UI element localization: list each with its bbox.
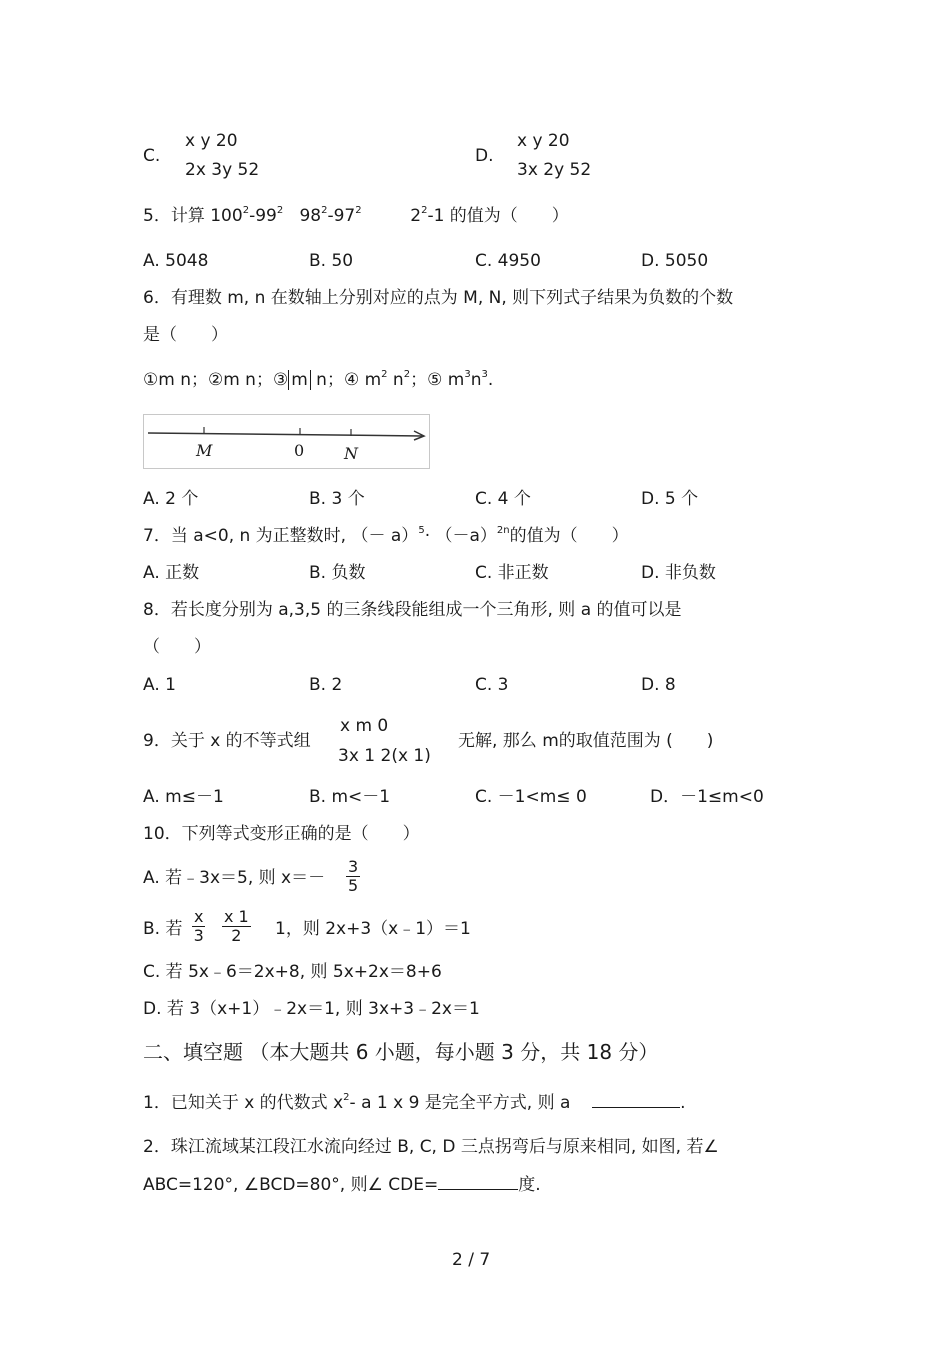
q6-stem-line2: 是（ ） bbox=[143, 325, 228, 345]
q4-option-c-line2: 2x 3y 52 bbox=[185, 160, 260, 180]
q4-option-c-label: C. bbox=[143, 146, 161, 166]
q7-option-d: D. 非负数 bbox=[641, 563, 716, 583]
page-number: 2 / 7 bbox=[452, 1250, 491, 1270]
q5-option-a: A. 5048 bbox=[143, 251, 209, 271]
q5-option-b: B. 50 bbox=[309, 251, 354, 271]
q7-stem: 7．当 a<0, n 为正整数时, （－ $a)^5\cdot (-a)^{2n}$的值为（ ） bbox=[143, 525, 629, 546]
q5-option-c: C. 4950 bbox=[475, 251, 541, 271]
q9-option-c: C. －1<m≤ 0 bbox=[475, 787, 587, 807]
q7-option-a: A. 正数 bbox=[143, 563, 200, 583]
q4-option-c-line1: x y 20 bbox=[185, 131, 238, 151]
q6-expressions: ①m n；②m n；③ m n；④ $m^2$ $n^2$；⑤ $m^3n^3$. bbox=[143, 369, 494, 390]
section-heading-fill-in: 二、填空题 （本大题共 6 小题，每小题 3 分，共 18 分） bbox=[143, 1040, 659, 1064]
q8-option-b: B. 2 bbox=[309, 675, 343, 695]
q8-stem-line2: （ ） bbox=[143, 637, 211, 657]
q10-option-b-suffix: 1，则 2x+3（x﹣1）＝1 bbox=[275, 919, 471, 939]
q4-option-d-line1: x y 20 bbox=[517, 131, 570, 151]
q4-option-d-label: D. bbox=[475, 146, 494, 166]
q8-option-c: C. 3 bbox=[475, 675, 509, 695]
q10-option-d: D. 若 3（x+1）﹣2x＝1, 则 3x+3﹣2x＝1 bbox=[143, 999, 480, 1019]
fill-1-answer-blank[interactable] bbox=[592, 1107, 680, 1108]
number-line-figure bbox=[143, 414, 430, 469]
q10-option-b-prefix: B. 若 bbox=[143, 919, 183, 939]
q8-stem-line1: 8．若长度分别为 a,3,5 的三条线段能组成一个三角形, 则 a 的值可以是 bbox=[143, 600, 682, 620]
q10-option-a-text: A. 若﹣3x＝5, 则 x＝－ bbox=[143, 868, 326, 888]
q9-prefix: 9．关于 x 的不等式组 bbox=[143, 731, 311, 751]
q6-option-b: B. 3 个 bbox=[309, 489, 365, 509]
q7-option-c: C. 非正数 bbox=[475, 563, 549, 583]
q9-option-b: B. m<－1 bbox=[309, 787, 391, 807]
q8-option-d: D. 8 bbox=[641, 675, 676, 695]
q9-system-line2: 3x 1 2(x 1) bbox=[338, 746, 431, 766]
q9-suffix: 无解, 那么 m的取值范围为 ( ) bbox=[458, 731, 714, 751]
q9-option-d: D．－1≤m<0 bbox=[650, 787, 764, 807]
q6-stem-line1: 6．有理数 m, n 在数轴上分别对应的点为 M, N, 则下列式子结果为负数的个数 bbox=[143, 288, 734, 308]
q9-option-a: A. m≤－1 bbox=[143, 787, 224, 807]
origin-label: 0 bbox=[294, 441, 305, 460]
q10-option-b-fraction1: $\frac{x}{3}$ bbox=[193, 907, 204, 945]
number-line bbox=[144, 415, 429, 468]
q10-option-c: C. 若 5x﹣6＝2x+8, 则 5x+2x＝8+6 bbox=[143, 962, 442, 982]
point-m-label: M bbox=[196, 441, 213, 460]
q10-stem: 10．下列等式变形正确的是（ ） bbox=[143, 824, 420, 844]
q6-option-a: A. 2 个 bbox=[143, 489, 199, 509]
q5-stem: 5．计算 $100^2-99^2$ $98^2-97^2$ $2^2-1$ 的值为（ ） bbox=[143, 205, 569, 226]
q5-option-d: D. 5050 bbox=[641, 251, 709, 271]
q4-option-d-line2: 3x 2y 52 bbox=[517, 160, 592, 180]
fill-question-2-line2: ABC=120°, ∠BCD=80°, 则∠ CDE= 度. bbox=[143, 1175, 541, 1195]
q6-option-c: C. 4 个 bbox=[475, 489, 531, 509]
q10-option-b-fraction2: $\frac{x 1}{2}$ bbox=[224, 907, 249, 945]
fill-question-2-line1: 2．珠江流域某江段江水流向经过 B, C, D 三点拐弯后与原来相同, 如图, 若∠ bbox=[143, 1137, 719, 1157]
point-n-label: N bbox=[344, 444, 358, 463]
q6-option-d: D. 5 个 bbox=[641, 489, 699, 509]
q7-option-b: B. 负数 bbox=[309, 563, 366, 583]
fill-question-1: 1．已知关于 x 的代数式 $x^2-$ a 1 x 9 是完全平方式, 则 a . bbox=[143, 1092, 686, 1113]
fill-2-answer-blank[interactable] bbox=[438, 1189, 518, 1190]
q10-option-a-fraction: $\frac{3}{5}$ bbox=[348, 857, 359, 895]
q9-system-line1: x m 0 bbox=[340, 716, 389, 736]
q8-option-a: A. 1 bbox=[143, 675, 176, 695]
